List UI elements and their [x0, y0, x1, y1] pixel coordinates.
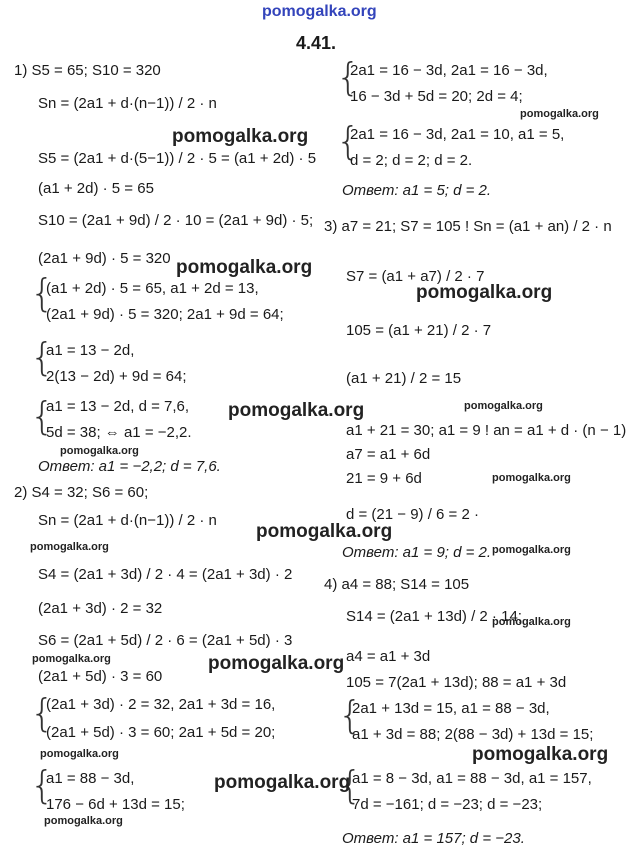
- right-line-17: a4 = a1 + 3d: [346, 648, 431, 665]
- left-line-20: (2a1 + 3d) · 2 = 32, 2a1 + 3d = 16,: [46, 696, 276, 713]
- right-line-15: 4) a4 = 88; S14 = 105: [324, 576, 470, 593]
- right-line-9: (a1 + 21) / 2 = 15: [346, 370, 462, 387]
- brace: {: [30, 763, 55, 807]
- brace: {: [338, 763, 363, 807]
- left-line-13: Ответ: a1 = −2,2; d = 7,6.: [38, 458, 221, 475]
- watermark: pomogalka.org: [416, 282, 553, 303]
- left-line-15: Sn = (2a1 + d·(n−1)) / 2 · n: [38, 512, 217, 529]
- watermark: pomogalka.org: [256, 521, 393, 542]
- left-line-22: a1 = 88 − 3d,: [46, 770, 135, 787]
- left-line-1: 1) S5 = 65; S10 = 320: [14, 62, 161, 79]
- brace: {: [336, 55, 361, 99]
- right-line-12: 21 = 9 + 6d: [346, 470, 422, 487]
- watermark: pomogalka.org: [44, 815, 123, 827]
- left-line-11: a1 = 13 − 2d, d = 7,6,: [46, 398, 190, 415]
- right-line-13: d = (21 − 9) / 6 = 2 ·: [346, 506, 479, 523]
- left-line-8: (2a1 + 9d) · 5 = 320; 2a1 + 9d = 64;: [46, 306, 284, 323]
- watermark: pomogalka.org: [176, 257, 313, 278]
- right-line-11: a7 = a1 + 6d: [346, 446, 431, 463]
- watermark: pomogalka.org: [172, 126, 309, 147]
- problem-number: 4.41.: [296, 33, 337, 53]
- left-line-10: 2(13 − 2d) + 9d = 64;: [46, 368, 187, 385]
- left-line-19: (2a1 + 5d) · 3 = 60: [38, 668, 163, 685]
- watermark: pomogalka.org: [520, 108, 599, 120]
- watermark: pomogalka.org: [30, 541, 109, 553]
- left-line-12: 5d = 38; ⇔ a1 = −2,2.: [46, 424, 192, 441]
- right-line-2: 16 − 3d + 5d = 20; 2d = 4;: [350, 88, 523, 105]
- left-line-2: Sn = (2a1 + d·(n−1)) / 2 · n: [38, 95, 217, 112]
- right-line-7: S7 = (a1 + a7) / 2 · 7: [346, 268, 485, 285]
- right-line-5: Ответ: a1 = 5; d = 2.: [342, 182, 492, 199]
- left-line-5: S10 = (2a1 + 9d) / 2 · 10 = (2a1 + 9d) · 5;: [38, 212, 314, 229]
- watermark: pomogalka.org: [60, 445, 139, 457]
- watermark: pomogalka.org: [492, 616, 571, 628]
- right-line-16: S14 = (2a1 + 13d) / 2 · 14;: [346, 608, 522, 625]
- left-line-21: (2a1 + 5d) · 3 = 60; 2a1 + 5d = 20;: [46, 724, 276, 741]
- watermark: pomogalka.org: [492, 544, 571, 556]
- right-line-18: 105 = 7(2a1 + 13d); 88 = a1 + 3d: [346, 674, 567, 691]
- watermark: pomogalka.org: [492, 472, 571, 484]
- left-line-4: (a1 + 2d) · 5 = 65: [38, 180, 154, 197]
- right-line-6: 3) a7 = 21; S7 = 105 ! Sn = (a1 + an) / 2 · n: [324, 218, 612, 235]
- left-line-17: (2a1 + 3d) · 2 = 32: [38, 600, 163, 617]
- watermark: pomogalka.org: [32, 653, 111, 665]
- brace: {: [338, 693, 363, 737]
- top-watermark: pomogalka.org: [262, 3, 377, 20]
- watermark: pomogalka.org: [208, 653, 345, 674]
- watermark: pomogalka.org: [472, 744, 609, 765]
- watermark: pomogalka.org: [464, 400, 543, 412]
- left-line-23: 176 − 6d + 13d = 15;: [46, 796, 185, 813]
- left-line-9: a1 = 13 − 2d,: [46, 342, 135, 359]
- left-line-18: S6 = (2a1 + 5d) / 2 · 6 = (2a1 + 5d) · 3: [38, 632, 293, 649]
- brace: {: [30, 691, 55, 735]
- watermark: pomogalka.org: [214, 772, 351, 793]
- brace: {: [30, 394, 55, 438]
- watermark: pomogalka.org: [40, 748, 119, 760]
- brace: {: [30, 271, 55, 315]
- left-line-14: 2) S4 = 32; S6 = 60;: [14, 484, 149, 501]
- left-line-7: (a1 + 2d) · 5 = 65, a1 + 2d = 13,: [46, 280, 259, 297]
- right-line-1: 2a1 = 16 − 3d, 2a1 = 16 − 3d,: [350, 62, 548, 79]
- right-line-8: 105 = (a1 + 21) / 2 · 7: [346, 322, 492, 339]
- right-line-14: Ответ: a1 = 9; d = 2.: [342, 544, 492, 561]
- right-line-3: 2a1 = 16 − 3d, 2a1 = 10, a1 = 5,: [350, 126, 565, 143]
- right-line-19: 2a1 + 13d = 15, a1 = 88 − 3d,: [352, 700, 550, 717]
- left-line-16: S4 = (2a1 + 3d) / 2 · 4 = (2a1 + 3d) · 2: [38, 566, 293, 583]
- brace: {: [30, 335, 55, 379]
- right-line-22: 7d = −161; d = −23; d = −23;: [352, 796, 543, 813]
- left-line-3: S5 = (2a1 + d·(5−1)) / 2 · 5 = (a1 + 2d) · 5: [38, 150, 317, 167]
- right-line-4: d = 2; d = 2; d = 2.: [350, 152, 473, 169]
- left-line-6: (2a1 + 9d) · 5 = 320: [38, 250, 171, 267]
- brace: {: [336, 119, 361, 163]
- right-line-20: a1 + 3d = 88; 2(88 − 3d) + 13d = 15;: [352, 726, 594, 743]
- right-line-10: a1 + 21 = 30; a1 = 9 ! an = a1 + d · (n − 1): [346, 422, 627, 439]
- watermark: pomogalka.org: [228, 400, 365, 421]
- right-line-23: Ответ: a1 = 157; d = −23.: [342, 830, 525, 847]
- right-line-21: a1 = 8 − 3d, a1 = 88 − 3d, a1 = 157,: [352, 770, 592, 787]
